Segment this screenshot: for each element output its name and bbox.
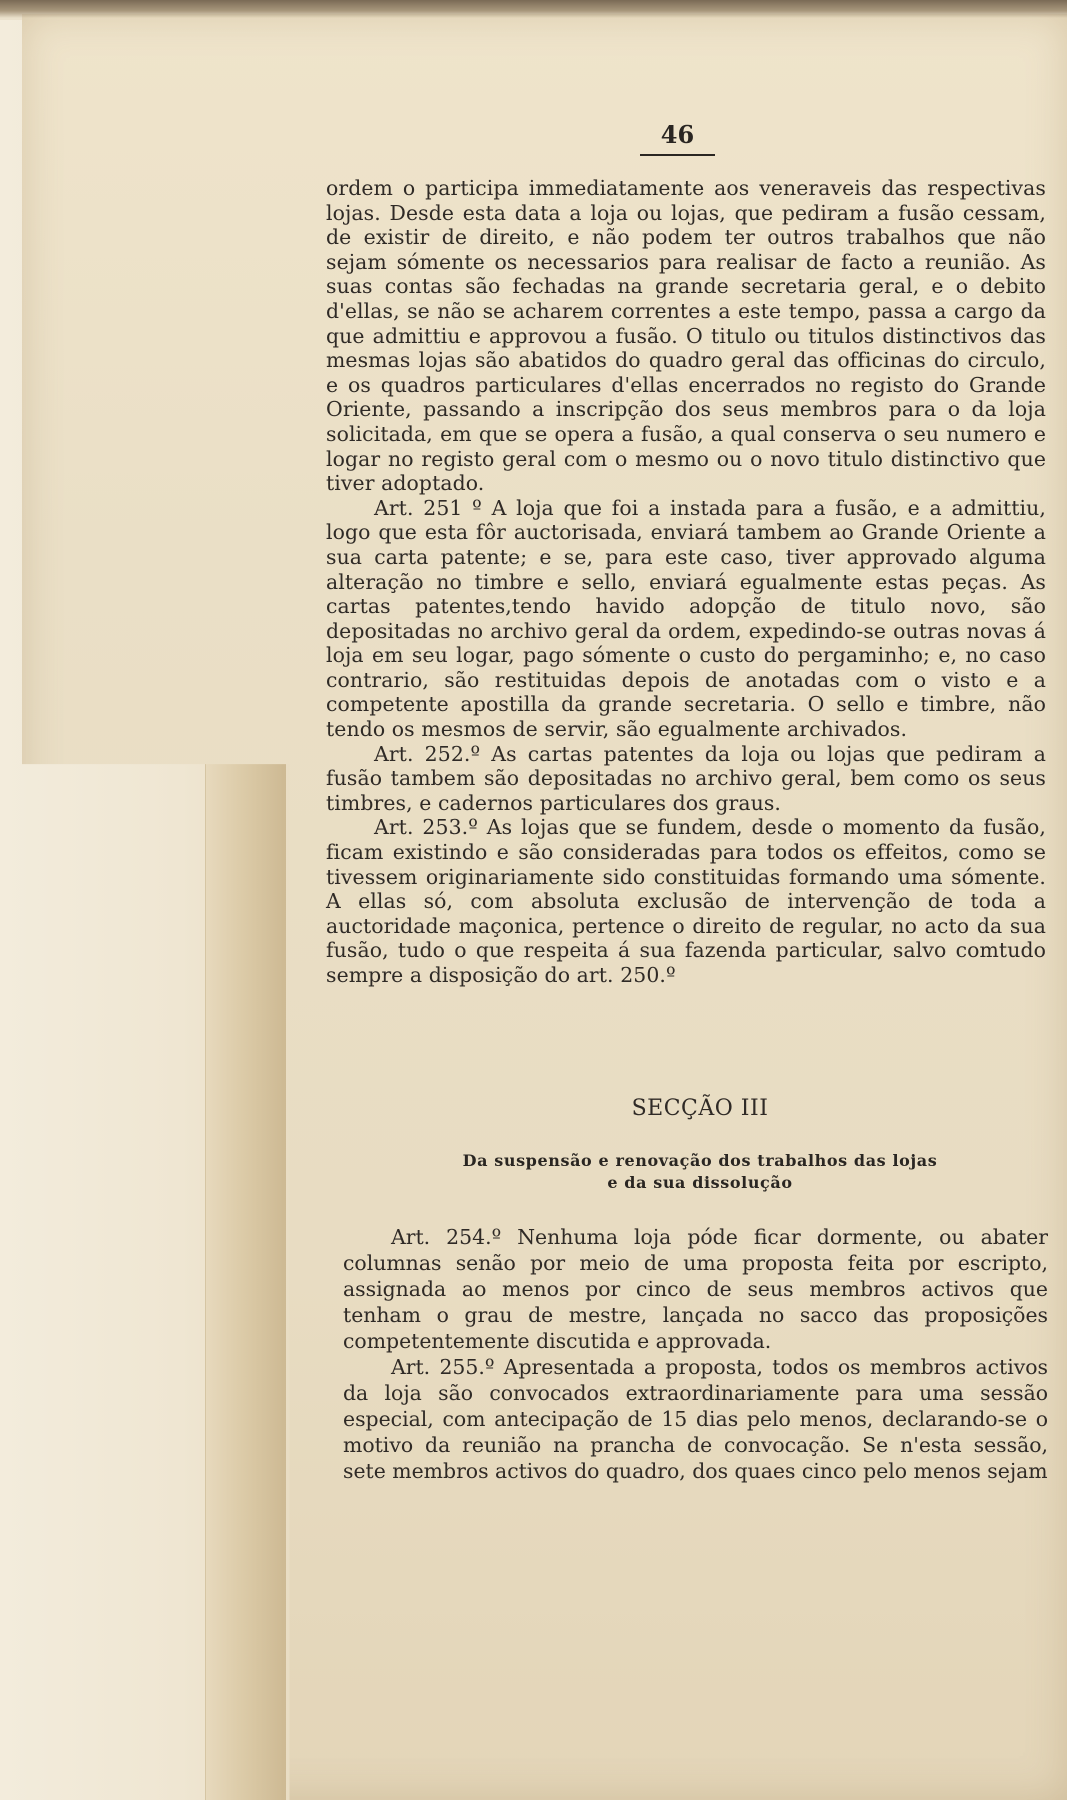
section-subtitle-line2: e da sua dissolução [607,1173,793,1192]
main-text [326,176,1046,988]
article-255: Art. 255.º Apresentada a proposta, todos os membros activos da loja são convocados extraordinariamente para uma sessão especial, com antecipação de 15 dias pelo menos, declarando-se o motivo da reunião na prancha de convocação. Se n'esta sessão, sete membros activos do quadro, dos quaes cinco pelo menos sejam [343,1355,1048,1483]
article-251: Art. 251 º A loja que foi a instada para a fusão, e a admittiu, logo que esta fôr auctorisada, enviará tambem ao Grande Oriente a sua carta patente; e se, para este caso, tiver approvado alguma alteração no timbre e sello, enviará egualmente estas peças. As cartas patentes,tendo havido adopção de titulo novo, são depositadas no archivo geral da ordem, expedindo-se outras novas á loja em seu logar, pago sómente o custo do pergaminho; e, no caso contrario, são restituidas depois de anotadas com o visto e a competente apostilla da grande secretaria. O sello e timbre, não tendo os mesmos de servir, são egualmente archivados. [326,495,1046,742]
binding-strip [205,750,286,1800]
page-number-rule [640,154,715,156]
page-number: 46 [660,120,695,149]
torn-top-edge [0,0,1067,18]
section-text [343,1224,1048,1484]
section-subtitle-line1: Da suspensão e renovação dos trabalhos das lojas [462,1151,938,1170]
article-252: Art. 252.º As cartas patentes da loja ou lojas que pediram a fusão tambem são depositadas no archivo geral, bem como os seus timbres, e cadernos particulares dos graus. [326,741,1046,815]
section-subtitle [380,1150,1020,1194]
section-heading: SECÇÃO III [631,1096,769,1121]
article-254: Art. 254.º Nenhuma loja póde ficar dormente, ou abater columnas senão por meio de uma proposta feita por escripto, assignada ao menos por cinco de seus membros activos que tenham o grau de mestre, lançada no sacco das proposições competentemente discutida e approvada. [343,1225,1048,1353]
article-253: Art. 253.º As lojas que se fundem, desde o momento da fusão, ficam existindo e são consideradas para todos os effeitos, como se tivessem originariamente sido constituidas formando uma sómente. A ellas só, com absoluta exclusão de intervenção de toda a auctoridade maçonica, pertence o direito de regular, no acto da sua fusão, tudo o que respeita á sua fazenda particular, salvo comtudo sempre a disposição do art. 250.º [326,815,1046,987]
paragraph-continued: ordem o participa immediatamente aos veneraveis das respectivas lojas. Desde esta data a loja ou lojas, que pediram a fusão cessam, de existir de direito, e não podem ter outros trabalhos que não sejam sómente os necessarios para realisar de facto a reunião. As suas contas são fechadas na grande secretaria geral, e o debito d'ellas, se não se acharem correntes a este tempo, passa a cargo da que admittiu e approvou a fusão. O titulo ou titulos distinctivos das mesmas lojas são abatidos do quadro geral das officinas do circulo, e os quadros particulares d'ellas encerrados no registo do Grande Oriente, passando a inscripção dos seus membros para o da loja solicitada, em que se opera a fusão, a qual conserva o seu numero e logar no registo geral com o mesmo ou o novo titulo distinctivo que tiver adoptado. [326,176,1046,496]
